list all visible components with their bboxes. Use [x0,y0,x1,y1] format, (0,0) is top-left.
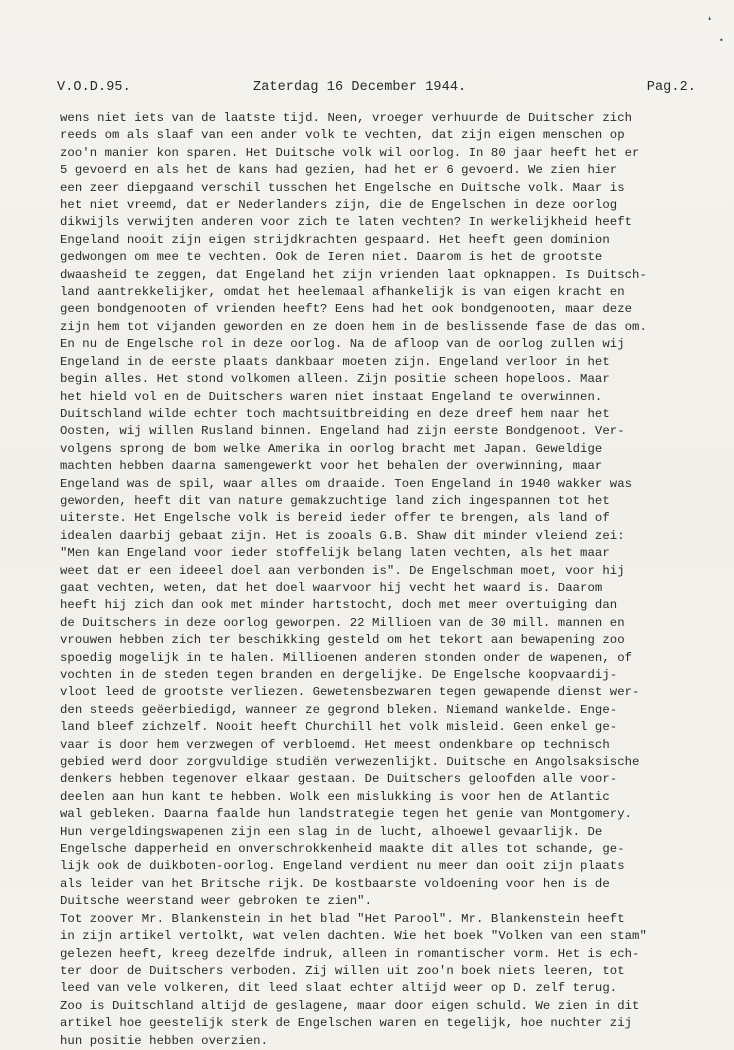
document-reference: V.O.D.95. [57,80,131,95]
text-line: weet dat er een ideeel doel aan verbonden is". De Engelschman moet, voor hij [60,563,625,578]
text-line: als leider van het Britsche rijk. De kostbaarste voldoening voor hen is de [60,876,610,891]
text-line: vochten in de steden tegen branden en dergelijke. De Engelsche koopvaardij- [60,668,618,682]
text-line: "Men kan Engeland voor ieder stoffelijk belang laten vechten, als het maar [60,546,610,561]
text-line: Engeland in de eerste plaats dankbaar moeten zijn. Engeland verloor in het [60,354,610,369]
text-line: ter door de Duitschers verboden. Zij willen uit zoo'n boek niets leeren, tot [60,963,625,978]
corner-mark: ❛ [708,16,712,27]
text-line: hun positie hebben overzien. [60,1033,269,1048]
text-line: volgens sprong de bom welke Amerika in oorlog bracht met Japan. Geweldige [60,441,603,456]
text-line: heeft hij zich dan ook met minder hartstocht, doch met meer overtuiging dan [60,598,618,613]
text-line: gedwongen om mee te vechten. Ook de Ieren niet. Daarom is het de grootste [60,250,603,265]
text-line: land aantrekkelijker, omdat het heelemaal afhankelijk is van eigen kracht en [60,285,625,300]
text-line: het niet vreemd, dat er Nederlanders zijn, die de Engelschen in deze oorlog [60,198,618,213]
text-line: begin alles. Het stond volkomen alleen. Zijn positie scheen hopeloos. Maar [60,372,610,387]
text-line: uiterste. Het Engelsche volk is bereid ieder offer te brengen, als land of [60,511,610,526]
punch-dot: • [719,36,724,45]
text-line: zijn hem tot vijanden geworden en ze doen hem in de beslissende fase de das om. [60,319,647,334]
text-line: gelezen heeft, kreeg dezelfde indruk, alleen in romantischer vorm. Het is ech- [60,946,640,961]
text-line: Duitsche weerstand weer gebroken te zien". [60,894,373,909]
text-line: Engelsche dapperheid en onverschrokkenheid maakte dit alles tot schande, ge- [60,842,625,857]
text-line: Engeland was de spil, waar alles om draaide. Toen Engeland in 1940 wakker was [60,476,633,491]
text-line: gaat vechten, weten, dat het doel waarvoor hij vecht het waard is. Daarom [60,580,603,595]
text-line: wens niet iets van de laatste tijd. Neen, vroeger verhuurde de Duitscher zich [60,111,633,125]
text-line: een zeer diepgaand verschil tusschen het Engelsche en Duitsche volk. Maar is [60,180,625,195]
text-line: Tot zoover Mr. Blankenstein in het blad "Het Parool". Mr. Blankenstein heeft [60,911,625,926]
text-line: zoo'n manier kon sparen. Het Duitsche volk wil oorlog. In 80 jaar heeft het er [60,145,640,160]
text-line: 5 gevoerd en als het de kans had gezien, had het er 6 gevoerd. We zien hier [60,163,618,178]
text-line: artikel hoe geestelijk sterk de Engelschen waren en tegelijk, hoe nuchter zij [60,1016,633,1031]
text-line: geworden, heeft dit van nature gemakzuchtige land zich ingespannen tot het [60,493,610,508]
text-line: vaar is door hem verzwegen of verbloemd. Het meest ondenkbare op technisch [60,737,610,752]
text-line: Oosten, wij willen Rusland binnen. Engeland had zijn eerste Bondgenoot. Ver- [60,424,625,439]
text-line: vloot leed de grootste verliezen. Gewetensbezwaren tegen gewapende dienst wer- [60,685,640,700]
text-line: geen bondgenooten of vrienden heeft? Eens had het ook bondgenooten, maar deze [60,302,633,317]
document-body [60,110,710,1050]
text-line: idealen daarbij gebaat zijn. Het is zooals G.B. Shaw dit minder vleiend zei: [60,528,625,543]
text-line: leed van vele volkeren, dit leed slaat echter altijd weer op D. zelf terug. [60,981,618,996]
text-line: gebied werd door zorgvuldige studiën verwezenlijkt. Duitsche en Angolsaksische [60,755,640,770]
text-line: deelen aan hun kant te hebben. Wolk een mislukking is voor hen de Atlantic [60,789,610,804]
text-line: vrouwen hebben zich ter beschikking gesteld om het tekort aan bewapening zoo [60,633,625,648]
page-number: Pag.2. [646,80,696,95]
text-line: wal gebleken. Daarna faalde hun landstrategie tegen het genie van Montgomery. [60,807,633,822]
text-line: land bleef zichzelf. Nooit heeft Churchill het volk misleid. Geen enkel ge- [60,720,618,735]
text-line: Duitschland wilde echter toch machtsuitbreiding en deze dreef hem naar het [60,406,610,421]
text-line: het hield vol en de Duitschers waren niet instaat Engeland te overwinnen. [60,389,603,404]
text-line: Zoo is Duitschland altijd de geslagene, maar door eigen schuld. We zien in dit [60,998,640,1013]
text-line: dikwijls verwijten anderen voor zich te laten vechten? In werkelijkheid heeft [60,215,633,230]
text-line: dwaasheid te zeggen, dat Engeland het zijn vrienden laat opknappen. Is Duitsch- [60,267,647,282]
text-line: machten hebben daarna samengewerkt voor het behalen der overwinning, maar [60,459,603,474]
text-line: reeds om als slaaf van een ander volk te vechten, dat zijn eigen menschen op [60,128,625,143]
text-line: denkers hebben tegenover elkaar gestaan. De Duitschers geloofden alle voor- [60,772,618,787]
text-line: den steeds geëerbiedigd, wanneer ze gegrond bleken. Niemand wankelde. Enge- [60,702,618,717]
text-line: Engeland nooit zijn eigen strijdkrachten gespaard. Het heeft geen dominion [60,232,610,247]
text-line: de Duitschers in deze oorlog geworpen. 22 Millioen van de 30 mill. mannen en [60,615,625,630]
page-header [57,80,696,100]
text-line: in zijn artikel vertolkt, wat velen dachten. Wie het boek "Volken van een stam" [60,929,647,944]
text-line: spoedig mogelijk in te halen. Millioenen anderen stonden onder de wapenen, of [60,650,633,665]
text-line: Hun vergeldingswapenen zijn een slag in de lucht, alhoewel gevaarlijk. De [60,824,603,839]
document-date: Zaterdag 16 December 1944. [253,80,467,95]
text-line: En nu de Engelsche rol in deze oorlog. Na de afloop van de oorlog zullen wij [60,337,625,352]
text-line: lijk ook de duikboten-oorlog. Engeland verdient nu meer dan ooit zijn plaats [60,859,625,874]
